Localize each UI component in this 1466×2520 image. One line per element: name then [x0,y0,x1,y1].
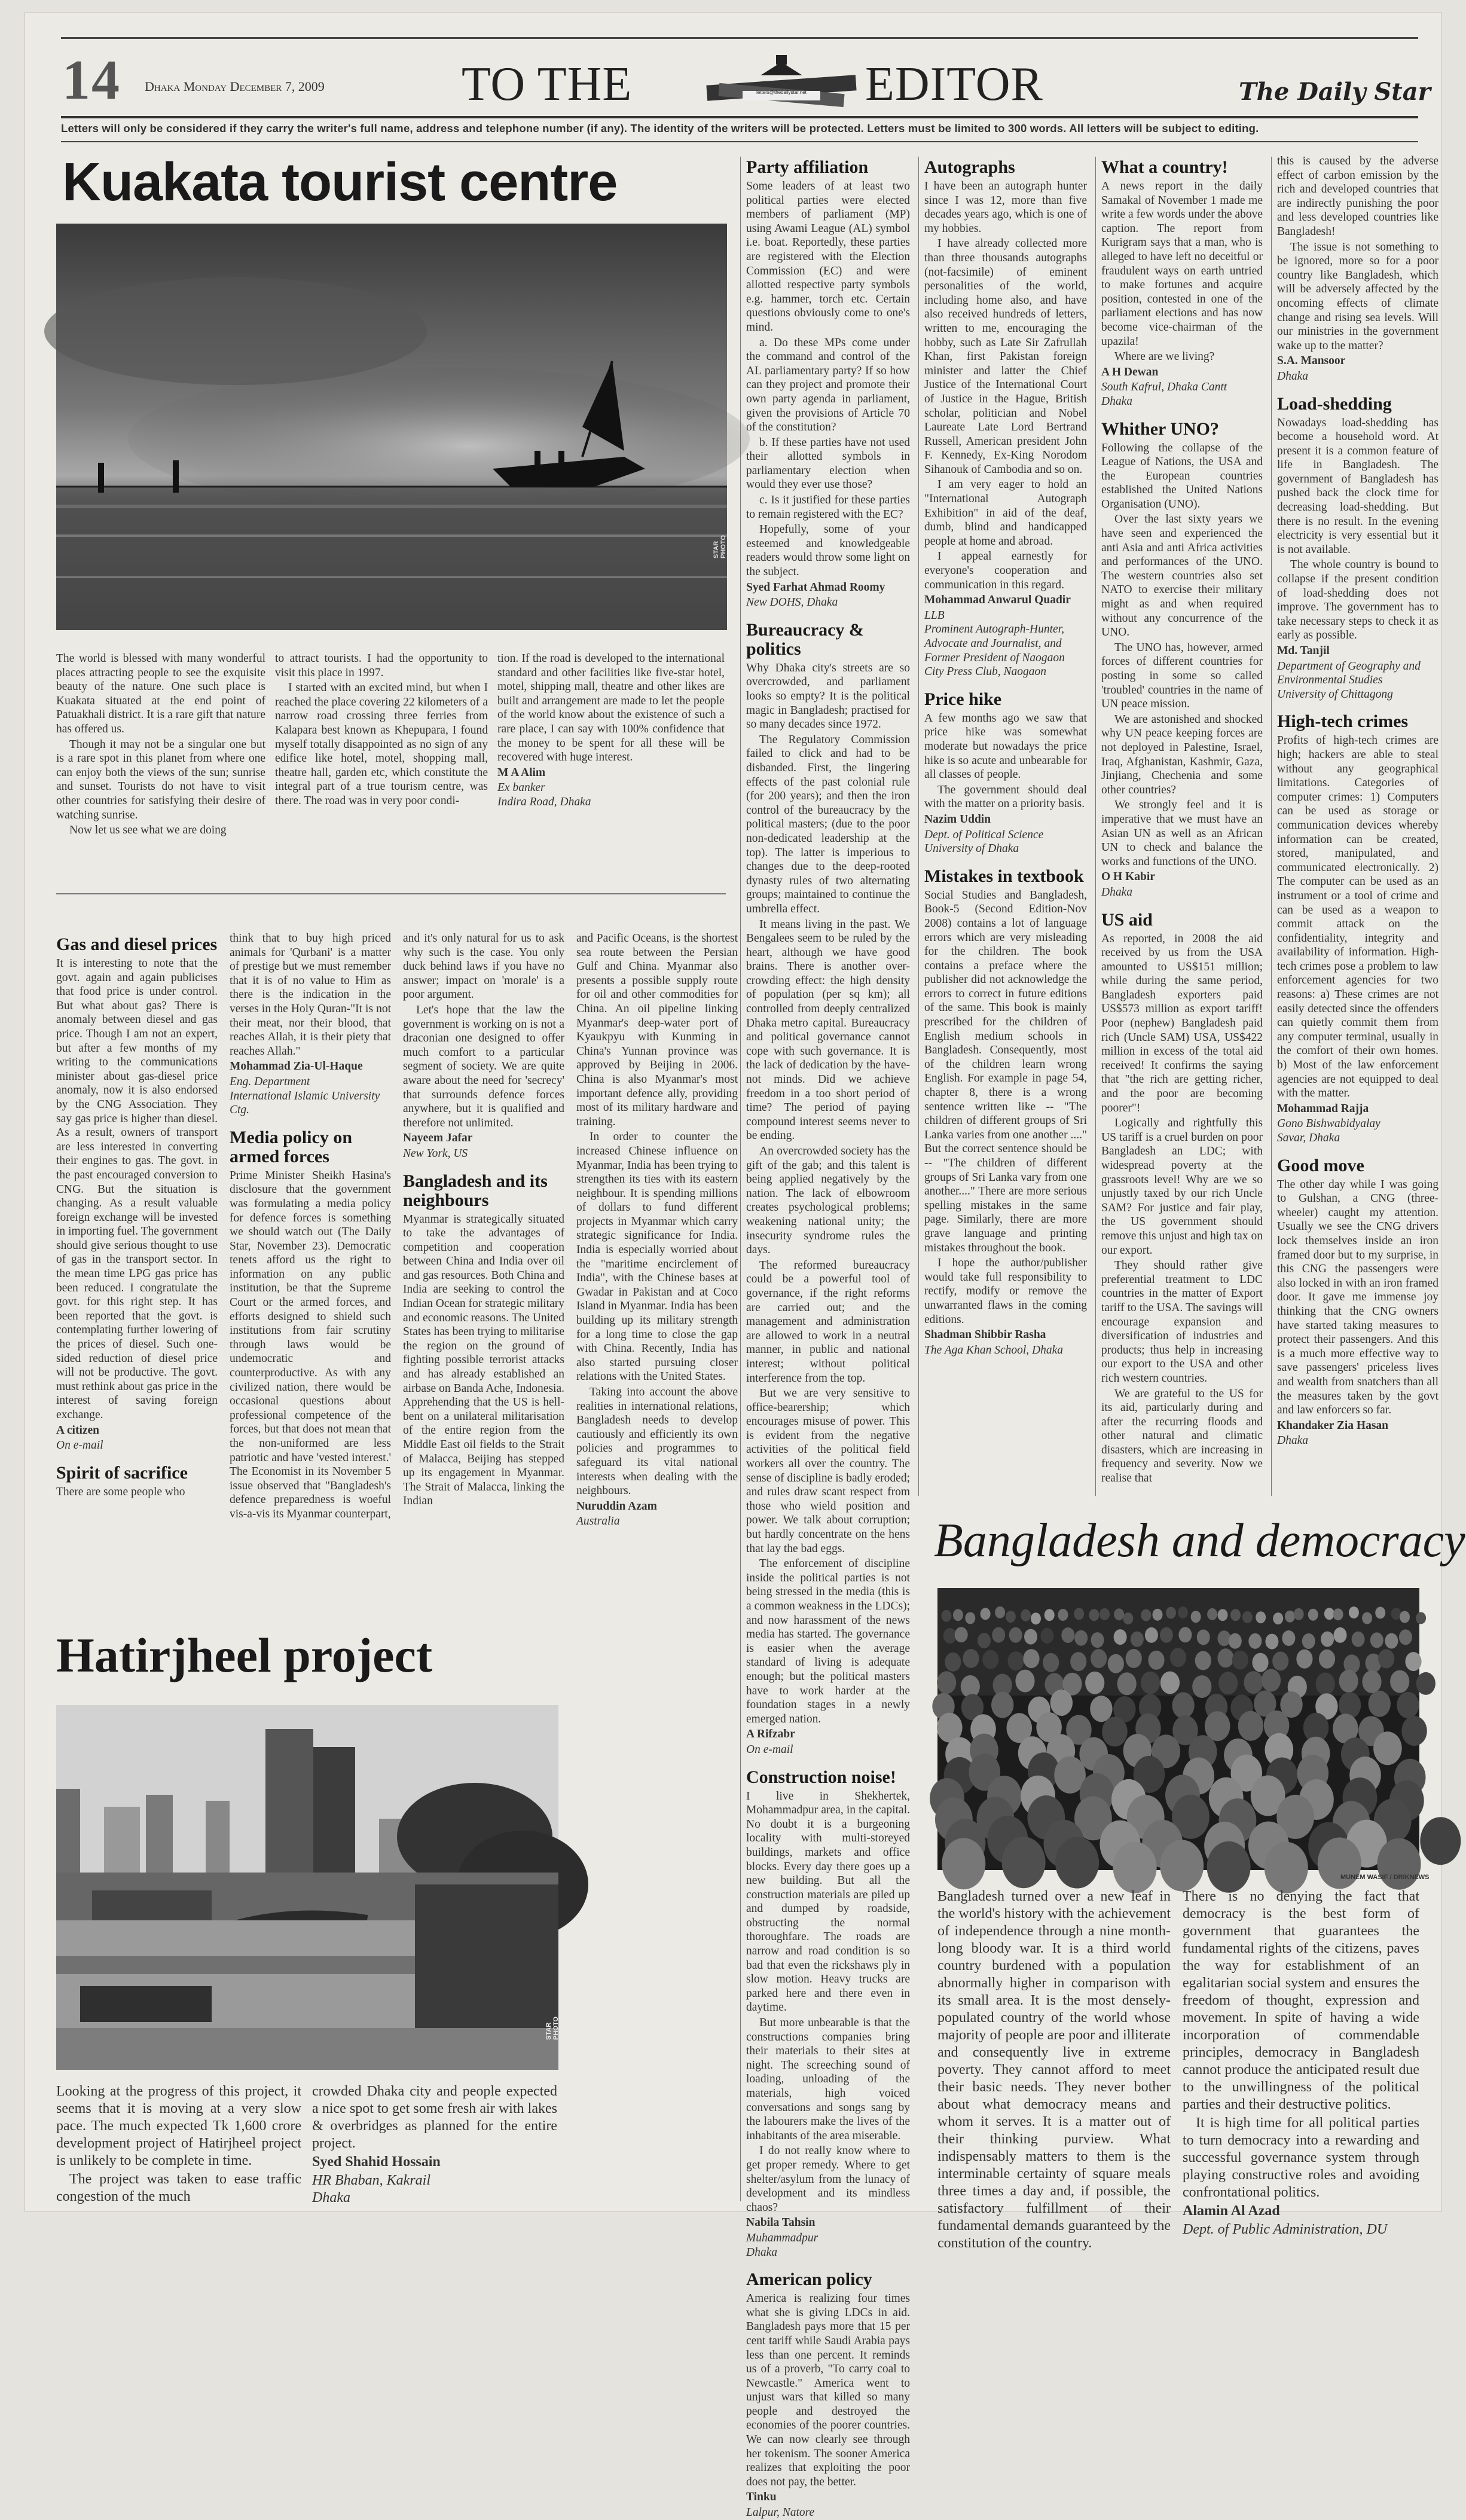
mistakes-affiliation: The Aga Khan School, Dhaka [924,1343,1064,1357]
noise-title: Construction noise! [746,1767,896,1787]
crowd-head [1160,1627,1173,1643]
hightech-title: High-tech crimes [1277,711,1409,732]
crowd-head [1070,1652,1086,1671]
democracy-author: Alamin Al Azad [1183,2203,1280,2219]
section-title-left: TO THE [462,58,633,111]
hatirjheel-affiliation: HR Bhaban, Kakrail [312,2173,430,2188]
crowd-head [1178,1606,1188,1618]
climate-affiliation: Dhaka [1277,369,1308,383]
crowd-head [1192,1675,1211,1698]
crowd-head [1218,1672,1238,1694]
autographs-body: I have already collected more than three thousands autographs (not-facsimile) of eminent personalities of the world, including home also, and have also received hundreds of letters, written to me, encouraging the hobby, such as Late Sir Zafrullah Khan, first Pakistan foreign minister and latter the Chief Justice of the International Court of Justice in the Hague, British scholar, politician and Nobel Laureate Late Lord Bertrand Russell, American president John F. Kennedy, Ex-King Norodom Sihanouk of Cambodia and so on. [924,237,1087,476]
autographs-body: I am very eager to hold an "International Autograph Exhibition" in aid of the deaf, dumb, blind and handicapped people at home and abroad. [924,478,1087,548]
gas-author: A citizen [56,1424,100,1437]
usaid-body: We are grateful to the US for its aid, particularly during and after the recurring floods and other natural and climatic disasters, which are increasing in frequency and severity. Now we realise that [1101,1387,1263,1485]
crowd-head [1197,1630,1210,1645]
crowd-head [1416,1612,1426,1624]
hatirjheel-photo [56,1705,558,2070]
kuakata-col-3 [497,652,725,867]
crowd-head [1252,1653,1268,1672]
crowd-head [1405,1652,1421,1671]
climate-author: S.A. Mansoor [1277,355,1346,368]
neighbours-body: Taking into account the above realities in international relations, Bangladesh needs to develop cautiously and efficiently its own policies and programmes to safeguard its vital national interests when dealing with the neighbours. [576,1386,738,1498]
crowd-head [1339,1670,1358,1693]
crowd-head [1229,1633,1242,1649]
democracy-headline: Bangladesh and democracy [934,1514,1465,1567]
crowd-head [1397,1692,1419,1718]
crowd-head [1102,1716,1128,1746]
crowd-head [1040,1628,1053,1644]
crowd-head [1373,1731,1402,1765]
usaid-body: Logically and rightfully this US tariff is a cruel burden on poor Bangladesh an LDC; with widespread poverty at the grassroots level! Why are we so unjustly taxed by our rich Uncle SAM? For justice and fair play, the US government should remove this unjust and high tax on our export. [1101,1117,1263,1257]
hatirjheel-col-2 [312,2083,557,2206]
kuakata-headline: Kuakata tourist centre [62,152,618,212]
page-number: 14 [62,49,121,111]
pricehike-affiliation: Dept. of Political Science University of Dhaka [924,828,1044,856]
column-rule [918,157,919,1496]
autographs-affiliation: LLB Prominent Autograph-Hunter, Advocate and Journalist, and Former President of Naogaon City Press Club, Naogaon [924,609,1065,679]
bureaucracy-body: The reformed bureaucracy could be a powerful tool of governance, if the right reforms are carried out; and the management and administration are allowed to work in a neutral manner, in public and national interest; without political interference from the top. [746,1259,910,1385]
crowd-head [1399,1629,1412,1645]
autographs-title: Autographs [924,157,1015,177]
crowd-head [995,1606,1005,1618]
column-rule [1271,157,1272,1496]
climate-body: The issue is not something to be ignored, more so for a poor country like Bangladesh, which will be adversely affected by the oncoming effects of climate change and rising sea levels. Will our ministries in the government wake up to the matter? [1277,240,1438,352]
crowd-head [963,1649,979,1668]
bureaucracy-author: A Rifzabr [746,1728,795,1741]
crowd-head [1333,1608,1343,1620]
mistakes-body: I hope the author/publisher would take full responsibility to rectify, modify or remove the unwarranted flaws in the coming editions. [924,1257,1087,1326]
newspaper-page [24,12,1465,2519]
bureaucracy-body: It means living in the past. We Bengalees seem to be ruled by the heart, although we have good brains. There is another over-crowding effect: the high density of population (per sq km); all controlled from deeply centralized Dhaka metro capital. Bureaucracy and political governance cannot cope with such governance. It is the lack of dedication by the have-not minds. Did we achieve freedom in a too short period of time? The period of paying compound interest seems never to be ending. [746,918,910,1143]
crowd-head [1114,1629,1127,1645]
whitherun-author: O H Kabir [1101,870,1155,884]
loadshedding-title: Load-shedding [1277,393,1392,414]
neighbours-affiliation: Australia [576,1515,620,1528]
kuakata-photo-credit: STAR PHOTO [713,535,727,558]
notice-rule [61,141,1418,142]
neighbours-col [576,931,738,1601]
sacrifice-body: There are some people who [56,1485,185,1498]
crowd-head [1349,1606,1359,1618]
crowd-head [1375,1607,1385,1619]
gas-affiliation: On e-mail [56,1439,103,1452]
party-body: Some leaders of at least two political parties were elected members of parliament (MP) using Awami League (AL) symbol i.e. boat. Reportedly, these parties are registered with the Election Commission (EC) and were allotted respective party symbols e.g. hammer, torch etc. Certain questions obviously come to one's mind. [746,180,910,334]
crowd-head [1091,1649,1107,1668]
crowd-head [1074,1608,1084,1620]
media-author: Nayeem Jafar [403,1132,473,1145]
whitherun-affiliation: Dhaka [1101,885,1132,899]
crowd-head [1141,1672,1160,1694]
crowd-head [1390,1670,1409,1693]
crowd-head [1401,1716,1427,1746]
crowd-head [1058,1609,1068,1621]
crowd-head [1248,1633,1262,1649]
section-divider [56,893,726,894]
crowd-head [1352,1632,1365,1647]
crowd-head [953,1609,963,1621]
crowd-head [1308,1609,1318,1621]
crowd-head [937,1671,956,1694]
crowd-head [1002,1837,1046,1888]
crowd-head [1218,1609,1228,1621]
bureaucracy-body: An overcrowded society has the gift of the gab; and this talent is being applied negatively by the nation. The lack of elbowroom creates psychological problems; weakening national unity; the insecurity syndrome rules the days. [746,1145,910,1257]
media-body: Let's hope that the law the government is working on is not a draconian one designed to offer much comfort to a particular segment of society. We are quite aware about the need for 'secrecy' that surrounds defence forces anywhere, but it is qualified and therefore not unlimited. [403,1003,564,1129]
crowd-head [1302,1633,1315,1649]
crowd-head [1178,1627,1192,1642]
crowd-head [965,1612,975,1624]
crowd-head [992,1627,1005,1643]
whatacountry-column [1101,154,1263,1505]
goodmove-affiliation: Dhaka [1277,1434,1308,1447]
sacrifice-affiliation: International Islamic University Ctg. [230,1089,380,1117]
crowd-head [1089,1609,1099,1621]
crowd-head [1091,1632,1104,1648]
neighbours-title: Bangladesh and its neighbours [403,1171,548,1210]
bureaucracy-body: The Regulatory Commission failed to click and had to be disbanded. First, the lingering effects of the past colonial rule (for 200 years); and then the iron control of the bureaucracy by the political masters; (due to the poor non-dedicated leadership at the top). The latter is imperious to changes due to the deep-rooted dynasty rules of two alternating groups; maintained to continue the umbrella effect. [746,733,910,915]
goodmove-title: Good move [1277,1155,1364,1175]
bureaucracy-affiliation: On e-mail [746,1743,793,1756]
crowd-head [1044,1609,1055,1621]
crowd-head [1141,1609,1151,1621]
crowd-head [1006,1611,1016,1623]
party-body: c. Is it justified for these parties to remain registered with the EC? [746,494,910,521]
crowd-head [1420,1817,1461,1865]
mistakes-body: Social Studies and Bangladesh, Book-5 (Second Edition-Nov 2008) contains a lot of language errors which are very misleading for the children. The book contains a preface where the publisher did not acknowledge the errors to correct in future editions of the same. This book is mainly prescribed for the children of English medium schools in Bangladesh. Consequently, most of the children learn wrong English. For example in page 54, chapter 8, there is a wrong sentence written like -- "The children of different groups of Sri Lanka varies from one another ...." But the correct sentence should be -- "The children of different groups of Sri Lanka vary from one another...." There are more serious spelling mistakes in the same page. Similarly, there are more grave language and printing mistakes throughout the book. [924,888,1087,1254]
crowd-head [1318,1837,1361,1889]
noise-author: Nabila Tahsin [746,2216,816,2229]
crowd-head [945,1652,961,1672]
hatirjheel-affiliation: Dhaka [312,2190,350,2206]
crowd-head [1282,1630,1295,1646]
crowd-head [1334,1627,1347,1643]
crowd-head [1172,1692,1194,1718]
hatirjheel-col-1 [56,2083,301,2203]
hatirjheel-photo-credit: STAR PHOTO [545,2017,560,2040]
hightech-affiliation: Gono Bishwabidyalay Savar, Dhaka [1277,1117,1381,1144]
neighbours-body: and Pacific Oceans, is the shortest sea route between the Persian Gulf and China. Myanmar also presents a possible supply route for oil and other commodities for China. An oil pipeline linking Myanmar's deep-water port of Kyaukpyu with Kunming in China's Yunnan province was approved by Beijing in 2006. China is also Myanmar's most important defence ally, providing most of its military hardware and training. [576,932,738,1128]
section-title-right: EDITOR [865,58,1043,111]
democracy-photo [937,1588,1419,1870]
emblem-email: letters@thedailystar.net [756,90,807,95]
crowd-head [1100,1608,1110,1620]
kuakata-author: M A Alim [497,766,546,779]
democracy-col-2 [1183,1888,1419,2237]
gas-letter-col [56,931,218,1577]
media-title: Media policy on armed forces [230,1127,353,1166]
crowd-head [1015,1670,1034,1693]
crowd-head [1232,1651,1248,1670]
crowd-head [1050,1690,1073,1716]
dateline: Dhaka Monday December 7, 2009 [145,79,325,94]
hatirjheel-body: crowded Dhaka city and people expected a nice spot to get some fresh air with lakes & overbridges as planned for the entire project. [312,2084,557,2151]
crowd-head [1090,1696,1112,1722]
brand-logo: The Daily Star [1239,78,1431,106]
crowd-head [1113,1842,1157,1893]
crowd-head [1265,1634,1278,1650]
kuakata-col-2 [275,652,488,867]
crowd-head [941,1610,951,1622]
crowd-head [1195,1651,1211,1670]
loadshedding-affiliation: Department of Geography and Environmental Studies University of Chittagong [1277,659,1421,701]
crowd-head [1166,1607,1176,1619]
crowd-head [981,1608,991,1620]
crowd-head [955,1627,968,1642]
crowd-head [1385,1633,1398,1649]
americanpolicy-title: American policy [746,2269,872,2290]
crowd-head [1378,1650,1394,1669]
crowd-head [1416,1672,1436,1695]
kuakata-photo [56,224,727,630]
neighbours-author: Nuruddin Azam [576,1499,657,1513]
crowd-head [1148,1651,1164,1670]
sacrifice-affiliation: Eng. Department [230,1075,310,1088]
party-column [746,154,910,2519]
crowd-head [1007,1651,1024,1670]
crowd-head [1369,1691,1391,1717]
pricehike-author: Nazim Uddin [924,812,991,826]
crowd-head [1123,1612,1133,1624]
bureaucracy-body: But we are very sensitive to office-bearership; which encourages misuse of power. This is evident from the negative activities of the political field workers all over the country. The sense of discipline is badly eroded; and rules draw scant respect from those who wield position and power. We talk about corruption; but hardly concentrate on the hens that lay the bad eggs. [746,1387,910,1555]
crowd-head [1242,1611,1253,1623]
party-body: a. Do these MPs come under the command and control of the AL parliamentary party? If so how can they project and promote their own party agenda in parliament, given the provisions of Article 70 of the constitution? [746,336,910,434]
crowd-head [1055,1837,1099,1889]
sacrifice-media-col [230,931,391,1577]
americanpolicy-affiliation: Lalpur, Natore [746,2506,815,2519]
crowd-head [1296,1650,1312,1669]
masthead-rule [61,116,1418,118]
crowd-head [1108,1654,1124,1673]
loadshedding-author: Md. Tanjil [1277,644,1330,657]
whitherun-body: Following the collapse of the League of Nations, the USA and the European countries established the United Nations Organisation (UNO). [1101,441,1263,511]
pricehike-body: A few months ago we saw that price hike was somewhat moderate but nowadays the price hike is so acute and unbearable for all classes of people. [924,711,1087,781]
crowd-head [1400,1611,1410,1623]
whatacountry-title: What a country! [1101,157,1228,177]
top-rule [61,37,1418,39]
crowd-head [1021,1609,1031,1621]
crowd-head [943,1628,957,1644]
crowd-head [1207,1841,1251,1893]
crowd-head [1244,1671,1263,1694]
gas-title: Gas and diesel prices [56,934,218,954]
kuakata-col-1 [56,652,265,867]
sacrifice-body: think that to buy high priced animals for 'Qurbani' is a matter of prestige but we must remember that it is of no value to Him as there is the indication in the verses in the Holy Quran-"It is not their meat, nor their blood, that reaches Allah, it is their piety that reaches Allah." [230,932,391,1058]
crowd-head [1114,1608,1124,1620]
kuakata-para: I started with an excited mind, but when I reached the place covering 22 kilometers of a narrow road crossing three ferries from Kalapara best known as Khepupara, I found myself totally disappointed as no sign of any edifice like hotel, motel, shopping mall, theatre hall, garden etc, which constitute the integral part of a true tourism centre, was there. The road was in very poor condi- [275,682,488,807]
usaid-title: US aid [1101,909,1153,930]
crowd-head [1321,1632,1334,1647]
kuakata-para: tion. If the road is developed to the international standard and other facilities like five-star hotel, motel, shipping mall, theatre and other likes are built and arrangement are made to let the people of the world know about the existence of such a rare place, I can say with 100% confidence that the money to be spent for all these will be recovered with huge interest. [497,652,725,764]
crowd-head [1023,1649,1039,1668]
crowd-head [1160,1672,1180,1694]
goodmove-body: The other day while I was going to Gulshan, a CNG (three-wheeler) caught my attention. Usually we see the CNG drivers lock themselves inside an iron framed door but to my surprise, in this CNG the passengers were also locked in with an iron framed door. It gave me immense joy thinking that the CNG owners have started taking measures to protect their passengers. And this is a much more effective way to save passengers' priceless lives and wealth from snatchers than all the measures taken by the govt and law enforcers so far. [1277,1178,1438,1417]
loadshedding-body: Nowadays load-shedding has become a household word. At present it is a common feature of life in Bangladesh. The government of Bangladesh has pushed back the clock time for decreasing load-shedding. But there is no result. In the evening electricity is very essential but it is not available. [1277,416,1438,556]
crowd-head [1316,1673,1335,1696]
crowd-head [1319,1650,1335,1669]
whatacountry-author: A H Dewan [1101,365,1159,378]
kuakata-affiliation: Ex banker [497,781,545,795]
whatacountry-affiliation: South Kafrul, Dhaka Cantt Dhaka [1101,381,1227,408]
crowd-head [1217,1630,1230,1646]
whitherun-body: Over the last sixty years we have seen and experienced the anti Asia and anti Africa activities and performances of the UNO. The western countries also set NATO to exercise their military might as and when required without any concurrence of the UNO. [1101,513,1263,639]
crowd-head [1043,1653,1059,1672]
usaid-body: As reported, in 2008 the aid received by us from the USA amounted to US$151 million; while during the same period, Bangladesh exporters paid US$573 million as export tariff! Poor (nephew) Bangladesh paid rich (Uncle SAM) USA, US$422 million in excess of the total aid received! It confirms the saying that "the rich are getting richer, and the poor are becoming poorer"! [1101,932,1263,1114]
crowd-head [1061,1627,1074,1643]
whitherun-body: We strongly feel and it is imperative that we must have an Asian UN as well as an African UN to check and balance the works and functions of the UNO. [1101,799,1263,868]
hightech-author: Mohammad Rajja [1277,1102,1369,1115]
whatacountry-body: A news report in the daily Samakal of November 1 made me write a few words under the above caption. The report from Kurigram says that a man, who is alleged to have left no deceitful or fraudulent ways on earth untried to make fortunes and acquire position, contested in one of the parliament elections and has now become vice-chairman of the upazila! [1101,180,1263,348]
crowd-head [1085,1672,1104,1694]
autographs-column [924,154,1087,1505]
democracy-affiliation: Dept. of Public Administration, DU [1183,2222,1388,2237]
envelope-emblem-icon [701,51,862,117]
crowd-head [1391,1608,1401,1620]
crowd-head [1160,1840,1204,1891]
crowd-head [1117,1672,1137,1695]
crowd-head [1191,1611,1201,1623]
media-neighbours-col [403,931,564,1577]
party-affiliation: New DOHS, Dhaka [746,596,838,609]
crowd-head [1370,1632,1383,1648]
pricehike-title: Price hike [924,689,1002,709]
climate-body: this is caused by the adverse effect of carbon emission by the rich and developed countries that are indirectly punishing the poor and less developed countries like Bangladesh! [1277,155,1438,238]
media-affiliation: New York, US [403,1147,468,1160]
americanpolicy-body: America is realizing four times what she is giving LDCs in aid. Bangladesh pays more that 15 per cent tariff while Saudi Arabia pays less than one percent. It reminds us of a proverb, "To carry coal to Newcastle." America went to unjust wars that killed so many people and destroyed the economies of the poorer countries. We can now clearly see through her tokenism. The sooner America realizes that exploiting the poor does not pay, the better. [746,2292,910,2488]
mistakes-title: Mistakes in textbook [924,866,1084,886]
crowd-head [1126,1649,1142,1668]
crowd-head [1024,1629,1037,1645]
crowd-head [1153,1609,1163,1621]
crowd-head [1362,1670,1381,1693]
crowd-head [942,1838,985,1889]
sacrifice-title: Spirit of sacrifice [56,1462,188,1483]
kuakata-para: Now let us see what we are doing [69,824,227,837]
hatirjheel-headline: Hatirjheel project [56,1628,433,1682]
noise-affiliation: Dhaka [746,2246,777,2259]
crowd-head [1262,1669,1281,1692]
crowd-head [1294,1608,1304,1620]
noise-body: But more unbearable is that the constructions companies bring their materials to their sites at night. The screeching sound of loading, unloading of the materials, high voiced conversations and songs sang by the labourers make the lives of the inhabitants of the area miserable. [746,2017,910,2142]
noise-body: I do not really know where to get proper remedy. Where to get shelter/asylum from the lunacy of development and its mindless chaos? [746,2145,910,2214]
hightech-body: Profits of high-tech crimes are high; hackers are able to steal without any geographical limitations. Categories of computer crimes: 1) Computers can be used as storage or communication devices whereby information can be created, stored, manipulated, and communicated electronically. 2) The computer can be used as an instrument or a tool of crime and can be used as a weapon to commit attack on the confidentiality, integrity and availability of information. High-tech crimes pose a problem to law enforcement agencies for two reasons: a) These crimes are not easily detected since the offenders can quietly commit them from any computer terminal, usually in the comfort of their own homes. b) Most of the law enforcement agencies are not equipped to deal with the matter. [1277,734,1438,1100]
bureaucracy-body: Why Dhaka city's streets are so overcrowded, and parliament looks so empty? It is the political magic in Bangladesh; practised for so many decades since 1972. [746,661,910,731]
democracy-col-1 [937,1888,1171,2251]
loadshedding-body: The whole country is bound to collapse if the present condition of load-shedding does not improve. The government has to take necessary steps to check it as early as possible. [1277,558,1438,642]
whatacountry-body: Where are we living? [1114,350,1215,364]
bureaucracy-body: The enforcement of discipline inside the political parties is not being stressed in the media (this is a common weakness in the LDCs); and now harassment of the news media has started. The governance is easier when the average standard of living is adequate enough; but the political masters have to work harder at the foundation stages in a newly emerged nation. [746,1557,910,1725]
whitherun-body: The UNO has, however, armed forces of different countries for posting in some so called 'troubled' countries in the name of UN peace mission. [1101,641,1263,711]
pricehike-body: The government should deal with the matter on a priority basis. [924,783,1087,811]
democracy-body: Bangladesh turned over a new leaf in the world's history with the achievement of independence through a nine month-long bloody war. It is a third world country burdened with a population abnormally higher in comparison with its small area. It is the most densely-populated country of the world whose majority of people are poor and illiterate and consequently live in extreme poverty. They cannot afford to meet their basic needs. They never bother about what democracy means and whom it serves. It is a matter out of their thinking purview. What indispensably matters to them is the interminable certainty of square meals three times a day and, if possible, the satisfactory fulfillment of their fundamental demands guaranteed by the constitution of the country. [937,1889,1171,2251]
crowd-head [1217,1648,1233,1667]
column-rule [740,157,741,2201]
crowd-head [1074,1630,1088,1646]
democracy-body: It is high time for all political parties to turn democracy into a rewarding and successful governance system through playing constructive roles and avoiding confrontational politics. [1183,2115,1419,2200]
crowd-head [978,1633,991,1648]
crowd-head [1273,1612,1283,1624]
crowd-head [982,1650,998,1669]
kuakata-affiliation: Indira Road, Dhaka [497,795,591,808]
autographs-author: Mohammad Anwarul Quadir [924,594,1071,607]
bureaucracy-title: Bureaucracy & politics [746,619,864,659]
media-body: Prime Minister Sheikh Hasina's disclosure that the government was formulating a media policy for defence forces is something we should watch out (The Daily Star, November 23). Democratic tenets afford us the right to information on any public institution, be that the Supreme Court or the armed forces, and efforts designed to shield such institutions from fair scrutiny through laws would be undemocratic and counterproductive. As with any civilized nation, there would be occasional questions about professional competence of the forces, but that does not mean that the non-uniformed are less patriotic and have 'vested interest.' The Economist in its November 5 issue observed that "Bangladesh's defence preparedness is woeful vis-a-vis its Myanmar counterpart, [230,1169,391,1520]
crowd-head [1324,1608,1334,1620]
crowd-head [1230,1609,1241,1621]
crowd-head [1256,1611,1266,1623]
crowd-head [1265,1842,1308,1893]
whitherun-body: We are astonished and shocked why UN peace keeping forces are not deployed in Palestine, Israel, Iraq, Afghanistan, Kashmir, Gaza, Jinjiang, Chechenia and some other countries? [1101,713,1263,796]
crowd-head [1378,1838,1421,1890]
party-body: b. If these parties have not used their allotted symbols in parliamentary election when would they ever use those? [746,436,910,491]
loadshedding-column [1277,154,1438,1505]
party-title: Party affiliation [746,157,869,177]
party-author: Syed Farhat Ahmad Roomy [746,581,885,594]
noise-affiliation: Muhammadpur [746,2231,818,2244]
sacrifice-author: Mohammad Zia-Ul-Haque [230,1060,363,1073]
neighbours-body: Myanmar is strategically situated to take the advantages of competition and cooperation between China and India over oil and gas resources. Both China and India are seeking to control the Indian Ocean for strategic military and economic reasons. The United States has been trying to militarise the region on the ground of fighting possible terrorist attacks and has already established an airbase on Banda Ache, Indonesia. Apprehending that the US is hell-bent on a unilateral militarisation of the entire region from the Middle East oil fields to the Strait of Malacca, Beijing has stepped up its engagement in Myanmar. The Strait of Malacca, linking the Indian [403,1212,564,1508]
hatirjheel-body: Looking at the progress of this project, it seems that it is moving at a very slow pace. The much expected Tk 1,600 crore development project of Hatirjheel project is unlikely to be complete in time. [56,2084,301,2168]
democracy-photo-credit: MUNEM WASIF / DRIKNEWS [1340,1874,1430,1881]
whitherun-title: Whither UNO? [1101,419,1219,439]
crowd-head [1031,1612,1041,1624]
autographs-body: I appeal earnestly for everyone's cooperation and communication in this regard. [924,550,1087,591]
democracy-body: There is no denying the fact that democracy is the best form of government that guarantees the fundamental rights of the citizens, paves the way for establishment of an egalitarian social system and ensures the freedom of thought, expression and movement. In spite of having a wide incorporation of commendable principles, democracy in Bangladesh cannot produce the anticipated result due to the unwillingness of the political parties and their destructive politics. [1183,1889,1419,2112]
party-body: Hopefully, some of your esteemed and knowledgeable readers would throw some light on the subject. [746,523,910,579]
noise-body: I live in Shekhertek, Mohammadpur area, in the capital. No doubt it is a burgeoning locality with multi-storeyed buildings, markets and office blocks. Every day there goes up a new building. But all the construction materials are piled up and dumped by roadside, obstructing the normal thoroughfare. The roads are narrow and road condition is so bad that even the rickshaws ply in slow motion. Heavy trucks are parked here and there even in daytime. [746,1789,910,2014]
kuakata-para: The world is blessed with many wonderful places attracting people to see the exquisite beauty of the nature. One such place is Kuakata situated at the end point of Patuakhali district. It is a rare gift that nature has offered us. [56,652,265,735]
crowd-head [1207,1608,1217,1620]
media-body: and it's only natural for us to ask why such is the case. You only duck behind laws if you have no answer; impact on 'morale' is a poor argument. [403,932,564,1001]
usaid-body: They should rather give preferential treatment to LDC countries in the matter of Export tariff to the USA. The savings will encourage expansion and diversification of industries and products; thus help in increasing our export to the USA and other rich western countries. [1101,1259,1263,1385]
crowd-head [1131,1632,1144,1647]
americanpolicy-author: Tinku [746,2491,777,2504]
crowd-head [1285,1611,1295,1623]
kuakata-para: to attract tourists. I had the opportunity to visit this place in 1997. [275,652,488,679]
crowd-head [1170,1648,1186,1667]
crowd-head [1362,1612,1372,1624]
submission-notice: Letters will only be considered if they carry the writer's full name, address and telephone number (if any). The identity of the writers will be protected. Letters must be limited to 300 words. All letters will be subject to editing. [61,122,1259,135]
mistakes-author: Shadman Shibbir Rasha [924,1328,1046,1342]
hatirjheel-author: Syed Shahid Hossain [312,2154,441,2170]
kuakata-para: Though it may not be a singular one but is a rare spot in this planet from where one can enjoy both the views of the sun; sunrise and sunset. Tourists do not have to visit other countries for satisfying their desire of watching sunrise. [56,738,265,821]
neighbours-body: In order to counter the increased Chinese influence on Myanmar, India has been trying to strengthen its ties with its eastern neighbour. It is spending millions of dollars to fund different projects in Myanmar which carry strategic significance for India. India is especially worried about the "maritime encirclement of India", with the Chinese bases at Gwadar in Pakistan and at Coco Island in Myanmar. India has been building up its military strength for a long time to close the gap with China. Recently, India has also started pursuing closer relations with the United States. [576,1131,738,1383]
crowd-head [1009,1627,1022,1643]
crowd-head [1272,1651,1288,1670]
crowd-head [1238,1711,1264,1741]
crowd-head [991,1692,1013,1718]
crowd-head [1145,1627,1158,1643]
autographs-body: I have been an autograph hunter since I was 12, more than five decades years ago, which is one of my hobbies. [924,180,1087,235]
goodmove-author: Khandaker Zia Hasan [1277,1419,1389,1432]
gas-body: It is interesting to note that the govt. again and again publicises that food price is under control. But what about gas? There is anomaly between diesel and gas price. Though I am not an expert, but after a few months of my writing to the communications minister about gas-diesel price anomaly, now it is also endorsed by the CNG Association. They say gas price is higher than diesel. As a result, owners of transport are less interested in converting their engines to gas. The govt. in the past encouraged conversion to CNG. But the situation is changing. As a result valuable foreign exchange will be invested in importing fuel. The government should give serious thought to use of gas in the transport sector. In the mean time LPG gas price has been reduced. I congratulate the govt. for this right step. It has been reported that the govt. is contemplating further lowering of the prices of diesel. Such one-sided reduction of diesel price will not be productive. The govt. must rethink about gas price in the interest of saving foreign exchange. [56,957,218,1421]
column-rule [1095,157,1096,1496]
hatirjheel-body: The project was taken to ease traffic congestion of the much [56,2171,301,2204]
